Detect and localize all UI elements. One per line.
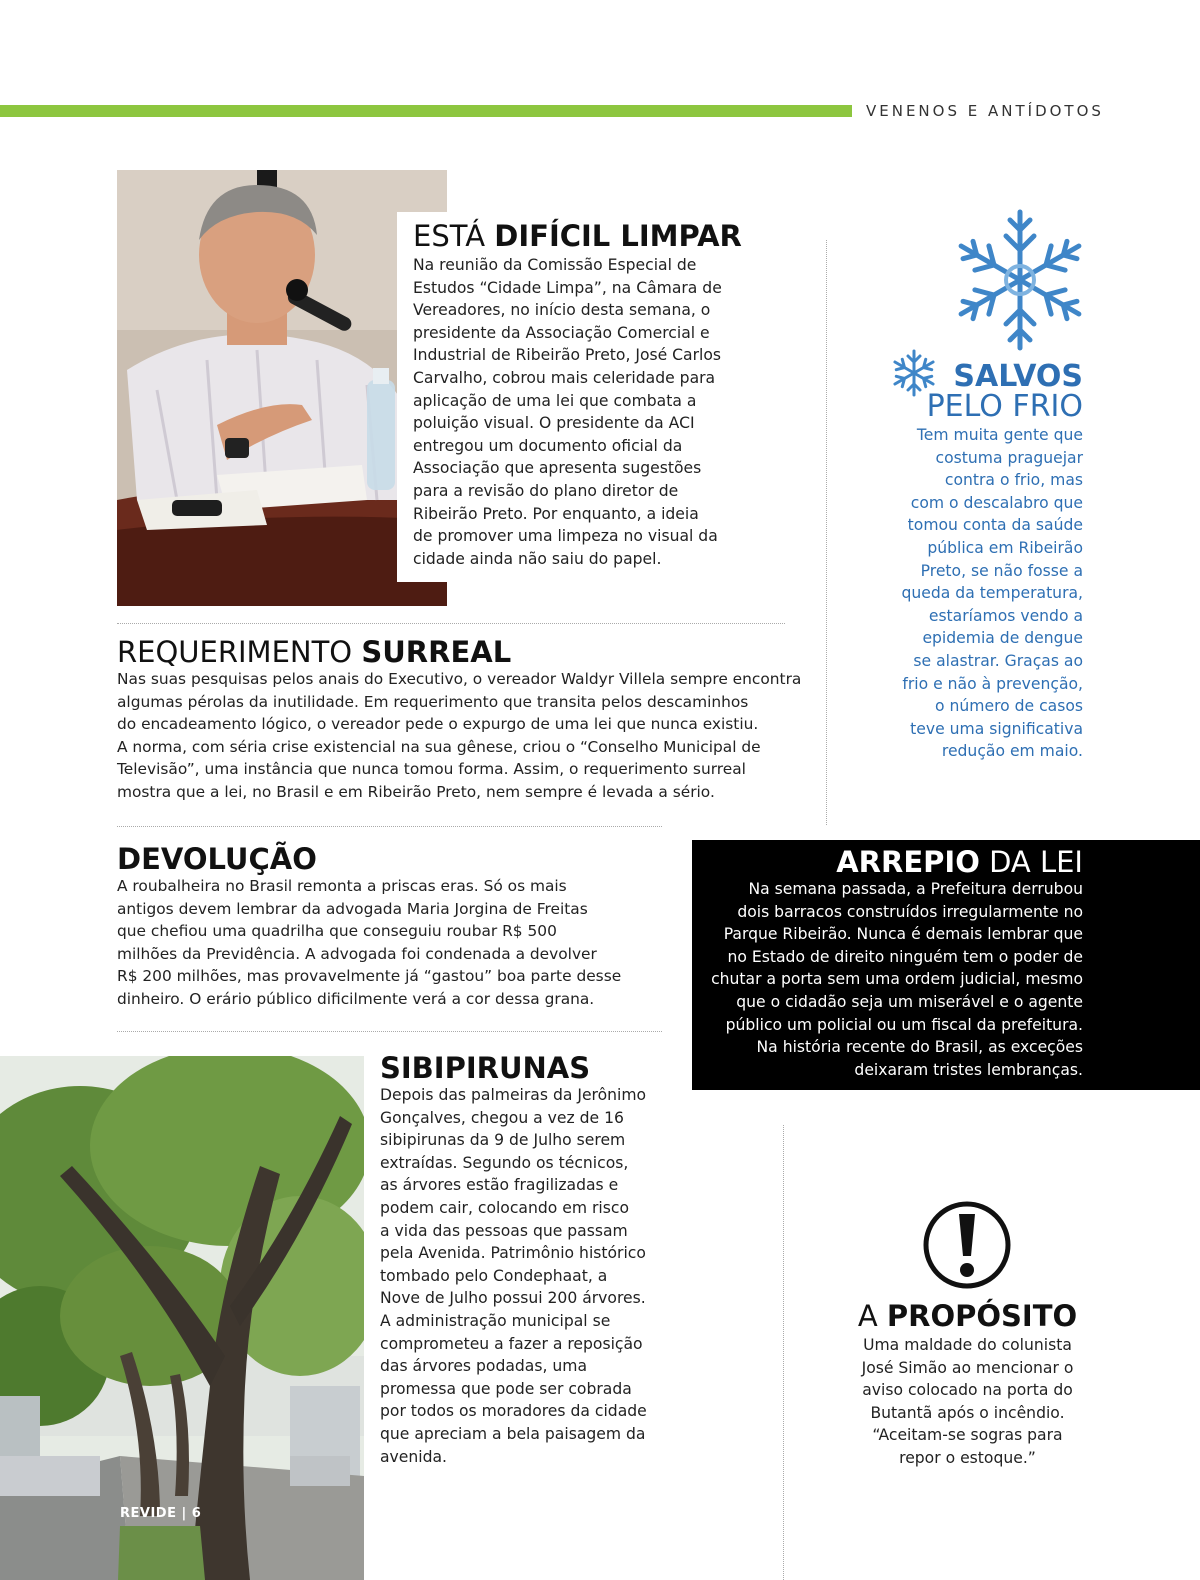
article-a-proposito (825, 1300, 1110, 1470)
article-title: REQUERIMENTO SURREAL (117, 635, 512, 669)
article-devolucao (117, 843, 677, 1011)
column-divider (783, 1125, 784, 1580)
article-title: SIBIPIRUNAS (380, 1051, 591, 1085)
column-divider (826, 240, 827, 825)
page-footer-label: REVIDE | 6 (120, 1506, 202, 1521)
article-body: Depois das palmeiras da Jerônimo Gonçalves, chegou a vez de 16 sibipirunas da 9 de Julho serem extraídas. Segundo os técnicos, as árvores estão fragilizadas e podem cair, colocando em risco a vida das pessoas que passam pela Avenida. Patrimônio histórico tombado pelo Condephaat, a Nove de Julho possui 200 árvores. A administração municipal se comprometeu a fazer a reposição das árvores podadas, uma promessa que pode ser cobrada por todos os moradores da cidade que apreciam a bela paisagem da avenida. (380, 1086, 647, 1466)
article-requerimento-surreal (117, 636, 817, 804)
article-arrepio-da-lei (692, 840, 1200, 1090)
divider (117, 1031, 662, 1032)
article-title-bold: SALVOS (953, 359, 1083, 394)
article-title: ARREPIO DA LEI (836, 845, 1083, 879)
divider (117, 623, 785, 624)
snowflake-large-icon (940, 205, 1100, 355)
article-body: Uma maldade do colunista José Simão ao mencionar o aviso colocado na porta do Butantã após o incêndio. “Aceitam-se sogras para repor o estoque.” (861, 1336, 1074, 1467)
tree-avenue-photo (0, 1056, 364, 1580)
article-title: DEVOLUÇÃO (117, 842, 317, 876)
exclamation-circle-icon (922, 1200, 1012, 1290)
article-salvos-pelo-frio (870, 359, 1083, 763)
article-body: A roubalheira no Brasil remonta a priscas eras. Só os mais antigos devem lembrar da advogada Maria Jorgina de Freitas que chefiou uma quadrilha que conseguiu roubar R$ 500 milhões da Previdência. A advogada foi condenada a devolver R$ 200 milhões, mas provavelmente já “gastou” boa parte desse dinheiro. O erário público dificilmente verá a cor dessa grana. (117, 877, 622, 1008)
article-body: Tem muita gente que costuma praguejar contra o frio, mas com o descalabro que tomou conta da saúde pública em Ribeirão Preto, se não fosse a queda da temperatura, estaríamos vendo a epidemia de dengue se alastrar. Graças ao frio e não à prevenção, o número de casos teve uma significativa redução em maio. (901, 426, 1083, 761)
article-body: Na reunião da Comissão Especial de Estudos “Cidade Limpa”, na Câmara de Vereadores, no início desta semana, o presidente da Associação Comercial e Industrial de Ribeirão Preto, José Carlos Carvalho, cobrou mais celeridade para aplicação de uma lei que combata a poluição visual. O presidente da ACI entregou um documento oficial da Associação que apresenta sugestões para a revisão do plano diretor de Ribeirão Preto. Por enquanto, a ideia de promover uma limpeza no visual da cidade ainda não saiu do papel. (413, 256, 722, 568)
section-label: VENENOS E ANTÍDOTOS (866, 102, 1104, 120)
article-body: Nas suas pesquisas pelos anais do Executivo, o vereador Waldyr Villela sempre encontra algumas pérolas da inutilidade. Em requerimento que transita pelos descaminhos do encadeamento lógico, o vereador pede o expurgo de uma lei que nunca existiu. A norma, com séria crise existencial na sua gênese, criou o “Conselho Municipal de Televisão”, uma instância que nunca tomou forma. Assim, o requerimento surreal mostra que a lei, no Brasil e em Ribeirão Preto, nem sempre é levada a sério. (117, 670, 802, 801)
article-title-light: PELO FRIO (926, 389, 1083, 424)
article-sibipirunas (380, 1052, 680, 1468)
article-title: A PROPÓSITO (857, 1299, 1078, 1333)
article-esta-dificil-limpar (397, 212, 742, 582)
article-body: Na semana passada, a Prefeitura derrubou dois barracos construídos irregularmente no Parque Ribeirão. Nunca é demais lembrar que no Estado de direito ninguém tem o poder de chutar a porta sem uma ordem judicial, mesmo que o cidadão seja um miserável e o agente público um policial ou um fiscal da prefeitura. Na história recente do Brasil, as exceções deixaram tristes lembranças. (711, 880, 1083, 1079)
article-title: ESTÁ DIFÍCIL LIMPAR (413, 219, 742, 253)
divider (117, 826, 662, 827)
section-accent-bar (0, 105, 852, 117)
